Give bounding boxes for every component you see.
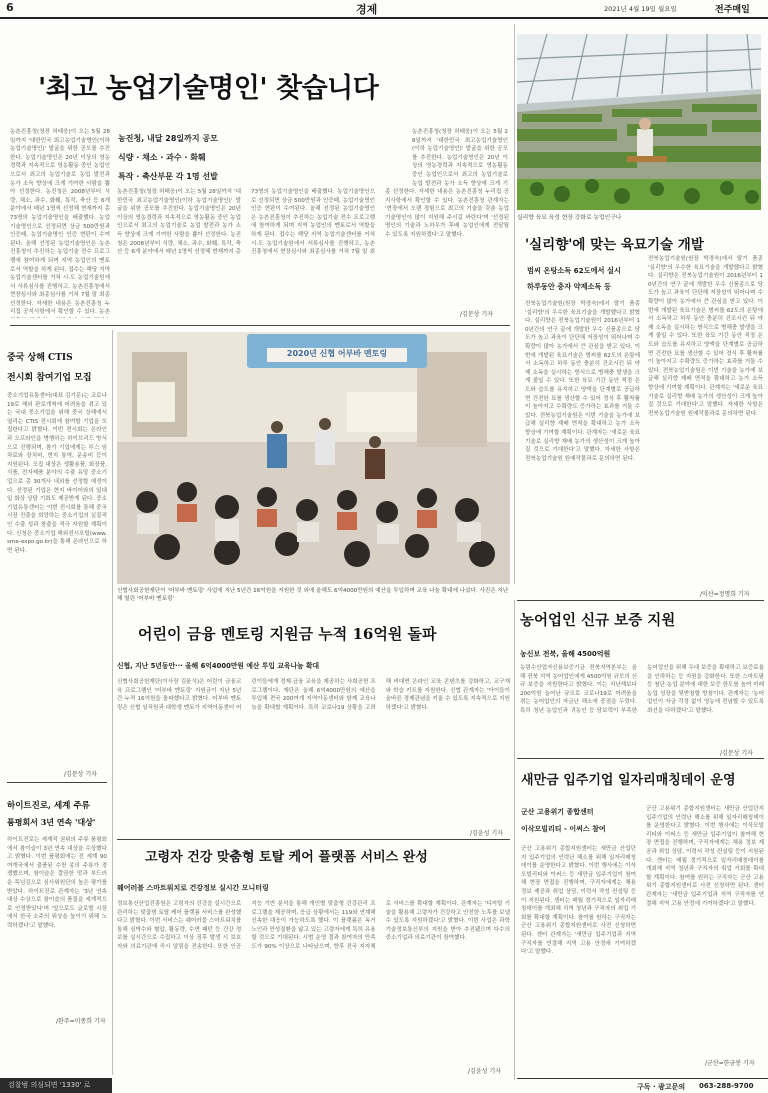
top-story-subhead-3: 특작 · 축산부문 각 1명 선발 xyxy=(118,172,218,181)
top-story-byline: /김문상 기자 xyxy=(460,311,493,318)
footer-contact-bar xyxy=(517,1078,768,1093)
right-column-divider xyxy=(514,24,515,584)
right-story-3-body-col1: 군산 고용위기 종합지원센터는 새만금 산업단지 입주기업의 인력난 해소를 위해 일자리매칭데이를 운영한다고 밝혔다. 이번 행사에는 이삭모빌리티와 이써스 등 새만금 입주기업이 참여해 현장 면접을 진행하며, 구직자에게는 채용 정보 제공과 취업 상담, 이력서 작성 컨설팅 등이 지원된다. 센터는 매월 정기적으로 일자리매칭데이를 개최해 지역 청년과 구직자의 취업 기회를 확대할 계획이다. 참여를 원하는 구직자는 군산 고용위기 종합지원센터로 사전 신청하면 된다. 센터 관계자는 '새만금 입주기업과 지역 구직자를 연결해 지역 고용 안정에 기여하겠다'고 말했다. xyxy=(521,846,636,956)
center-story-headline: 어린이 금융 멘토링 지원금 누적 16억원 돌파 xyxy=(138,625,437,643)
bottom-story-subhead: 웨어러블 스마트워치로 건강정보 실시간 모니터링 xyxy=(117,884,269,892)
right-story-2-headline: 농어업인 신규 보증 지원 xyxy=(520,612,676,629)
section-title: 경제 xyxy=(356,3,378,16)
center-story-body: 신협사회공헌재단(이사장 김윤식)은 어린이 금융교육 프로그램인 '어부바 멘토링' 지원금이 지난 5년간 누적 16억원을 돌파했다고 밝혔다. 어부바 멘토링은 신협 임직원과 대학생 멘토가 지역아동센터 어린이들에게 경제·금융 교육을 제공하는 사회공헌 프로그램이다. 재단은 올해 6억4000만원의 예산을 투입해 전국 200여개 지역아동센터와 함께 교육나눔을 확대할 계획이다. 특히 코로나19 상황을 고려해 비대면 온라인 교육 콘텐츠를 강화하고, 교구재와 학습 키트를 지원한다. 신협 관계자는 '아이들이 올바른 경제관념을 키울 수 있도록 지속적으로 지원하겠다'고 밝혔다. xyxy=(117,679,510,711)
left-story-2-byline: /완주=이종희 기자 xyxy=(56,1018,106,1025)
left-story-1-headline-1: 중국 상해 CTIS xyxy=(7,353,73,363)
left-story-1-rule xyxy=(7,782,107,783)
top-story-subhead-1: 농진청, 내달 28일까지 공모 xyxy=(118,134,218,143)
mentoring-banner: 2020년 신협 어부바 멘토링 xyxy=(286,349,388,358)
left-story-2-headline-1: 하이트진로, 세계 주류 xyxy=(7,801,90,811)
center-right-divider xyxy=(514,600,515,1080)
top-story-subheads xyxy=(118,129,253,186)
masthead xyxy=(0,0,768,16)
brand-name: 전주매일 xyxy=(715,5,750,15)
right-top-body-col1: 전북농업기술원(원장 박경숙)에서 딸기 품종 '실리향'의 우수한 육묘기술을 개발했다고 밝혔다. 실리향은 전북농업기술원이 2016년부터 10년간의 연구 끝에 개발한 우수 신품종으로 당도가 높고 과육이 단단해 저장성이 뛰어나며 수확량이 많아 농가에서 큰 관심을 받고 있다. 이번에 개발된 육묘기술은 범씨를 62도의 온탕에서 소독하고 하루 동안 충분히 건조시킨 뒤 약제 소독을 실시하는 방식으로 병해충 발생을 크게 줄일 수 있다. 또한 육묘 기간 동안 적정 온도와 습도를 유지하고 양액을 단계별로 공급하면 건전한 묘를 생산할 수 있어 정식 후 활착률이 높아지고 수확량도 증가하는 효과를 거둘 수 있다. 전북농업기술원은 이번 기술을 농가에 보급해 실리향 재배 면적을 확대하고 농가 소득 향상에 기여할 계획이다. 관계자는 '새로운 육묘기술로 실리향 재배 농가의 생산성이 크게 높아질 것으로 기대한다'고 말했다. 자세한 사항은 전북농업기술원 원예작물과로 문의하면 된다. xyxy=(525,301,640,462)
right-top-subheads xyxy=(527,263,642,295)
footer-left-ad xyxy=(0,1078,112,1093)
bottom-story-byline: /김윤성 기자 xyxy=(468,1068,501,1075)
bottom-story-body: 정보통신산업진흥원은 고령자의 건강을 실시간으로 관리하는 맞춤형 토탈 케어 플랫폼 서비스를 완성했다고 밝혔다. 이번 서비스는 웨어러블 스마트워치를 통해 심박수와 혈압, 활동량, 수면 패턴 등 건강 정보를 실시간으로 수집하고 이상 징후 발생 시 보호자와 의료기관에 즉시 알림을 전송한다. 또한 인공지능 기반 분석을 통해 개인별 맞춤형 건강관리 프로그램을 제공하며, 응급 상황에서는 119와 연계해 신속한 대응이 가능하도록 했다. 이 플랫폼은 독거노인과 만성질환을 앓고 있는 고령자에게 특히 유용할 것으로 기대된다. 시범 운영 결과 참여자의 만족도가 90% 이상으로 나타났으며, 향후 전국 지자체로 서비스를 확대할 계획이다. 관계자는 '디지털 기술을 활용해 고령자가 건강하고 안전한 노후를 보낼 수 있도록 지원하겠다'고 밝혔다. 이번 사업은 과학기술정보통신부의 지원을 받아 추진됐으며 다수의 중소기업과 의료기관이 참여했다. xyxy=(117,901,510,950)
center-story-rule xyxy=(117,839,510,840)
top-story-body-right: 농촌진흥청(청장 허태웅)이 오는 5월 28일까지 '대한민국 최고농업기술명인(이하 농업기술명인)' 발굴을 위한 공모를 추진한다. 농업기술명인은 20년 이상의 영농경력과 지속적으로 영농활동 중인 농업인으로서 최고의 농업기술로 농업 발전과 농가 소득 향상에 크게 기여한 사람을 뽑아 선정한다. 농진청은 2008년부터 식량, 채소, 과수, 화훼, 특작, 축산 등 6개 분야에서 매년 1명씩 선정해 현재까지 총 73명의 농업기술명인을 배출했다. 농업기술명인으로 선정되면 상금 500만원과 인증패, 농업기술명인 인증 현판이 수여된다. 올해 선정된 농업기술명인은 농촌진흥청이 추진하는 농업기술 전수 프로그램에 참여하게 되며 지역 농업인의 멘토로서 역할을 하게 된다. 접수는 해당 지역 농업기술센터를 거쳐 시·도 농업기술원에서 서류심사를 진행하고, 농촌진흥청에서 현장심사와 최종심사를 거쳐 7월 말 최종 선정한다. 자세한 내용은 농촌진흥청 누리집 공지사항에서 확인할 수 있다. 농촌진흥청 관계자는 '현장에서 오랜 경험으로 최고의 기술을 갖춘 농업기술명인이 많이 지원해 주시길 바란다'며 '선정된 명인의 기술과 노하우가 후배 농업인에게 전달될 수 있도록 지원하겠다'고 말했다. xyxy=(117,189,509,256)
center-story-subhead: 신협, 지난 5년동안··· 올해 6억4000만원 예산 투입 교육나눔 확대 xyxy=(117,662,320,670)
left-story-1-headline-2: 전시회 참여기업 모집 xyxy=(7,373,92,383)
left-column-divider xyxy=(112,330,113,1075)
left-story-1-byline: /김문상 기자 xyxy=(64,771,97,778)
page-number: 6 xyxy=(6,1,14,14)
bottom-story-headline: 고령자 건강 맞춤형 토탈 케어 플랫폼 서비스 완성 xyxy=(145,850,428,865)
top-story-headline: '최고 농업기술명인' 찾습니다 xyxy=(38,73,379,104)
greenhouse-caption: 실리향 육묘 육성 현장 강화로 농업인구나 xyxy=(517,215,622,221)
right-story-3-headline: 새만금 입주기업 일자리매칭데이 운영 xyxy=(521,773,736,788)
greenhouse-photo xyxy=(517,34,761,210)
top-story-subhead-2: 식량 · 채소 · 과수 · 화훼 xyxy=(118,153,206,162)
right-top-byline: /익산=정명희 기자 xyxy=(700,591,750,598)
right-story-3-body-col2: 군산 고용위기 종합지원센터는 새만금 산업단지 입주기업의 인력난 해소를 위해 일자리매칭데이를 운영한다고 밝혔다. 이번 행사에는 이삭모빌리티와 이써스 등 새만금 입주기업이 참여해 현장 면접을 진행하며, 구직자에게는 채용 정보 제공과 취업 상담, 이력서 작성 컨설팅 등이 지원된다. 센터는 매월 정기적으로 일자리매칭데이를 개최해 지역 청년과 구직자의 취업 기회를 확대할 계획이다. 참여를 원하는 구직자는 군산 고용위기 종합지원센터로 사전 신청하면 된다. 센터 관계자는 '새만금 입주기업과 지역 구직자를 연결해 지역 고용 안정에 기여하겠다'고 말했다. xyxy=(646,806,764,907)
right-story-3-byline: /군산=한금봉 기자 xyxy=(705,1060,755,1067)
left-story-1-body: 중소기업유통센터(대표 김기문)는 코로나19로 해외 판로개척에 어려움을 겪고 있는 국내 중소기업을 위해 중국 상해에서 열리는 CTIS 전시회에 참여할 기업을 모집한다고 밝혔다. 이번 전시회는 온라인과 오프라인을 병행하는 하이브리드 방식으로 진행되며, 참가 기업에게는 부스 임차료와 장치비, 현지 통역, 운송비 등이 지원된다. 모집 대상은 생활용품, 화장품, 식품, 전자제품 분야의 수출 유망 중소기업으로 총 30개사 내외를 선정할 예정이다. 선정된 기업은 현지 바이어와의 일대일 화상 상담 기회도 제공받게 된다. 중소기업유통센터는 이번 전시회를 통해 중국 시장 진출을 희망하는 중소기업의 실질적인 수출 성과 창출을 적극 지원할 계획이다. 신청은 중소기업 해외전시포털(www.sme-expo.go.kr)을 통해 온라인으로 하면 된다. xyxy=(7,393,107,554)
right-top-body-col2: 전북농업기술원(원장 박경숙)에서 딸기 품종 '실리향'의 우수한 육묘기술을 개발했다고 밝혔다. 실리향은 전북농업기술원이 2016년부터 10년간의 연구 끝에 개발한 우수 신품종으로 당도가 높고 과육이 단단해 저장성이 뛰어나며 수확량이 많아 농가에서 큰 관심을 받고 있다. 이번에 개발된 육묘기술은 범씨를 62도의 온탕에서 소독하고 하루 동안 충분히 건조시킨 뒤 약제 소독을 실시하는 방식으로 병해충 발생을 크게 줄일 수 있다. 또한 육묘 기간 동안 적정 온도와 습도를 유지하고 양액을 단계별로 공급하면 건전한 묘를 생산할 수 있어 정식 후 활착률이 높아지고 수확량도 증가하는 효과를 거둘 수 있다. 전북농업기술원은 이번 기술을 농가에 보급해 실리향 재배 면적을 확대하고 농가 소득 향상에 기여할 계획이다. 관계자는 '새로운 육묘기술로 실리향 재배 농가의 생산성이 크게 높아질 것으로 기대한다'고 말했다. 자세한 사항은 전북농업기술원 원예작물과로 문의하면 된다. xyxy=(648,256,763,417)
footer-contact-phone: 063-288-9700 xyxy=(699,1082,754,1090)
issue-date: 2021년 4월 19일 월요일 xyxy=(604,5,677,13)
top-story-body-left: 농촌진흥청(청장 허태웅)이 오는 5월 28일까지 '대한민국 최고농업기술명인(이하 농업기술명인)' 발굴을 위한 공모를 추진한다. 농업기술명인은 20년 이상의 영농경력과 지속적으로 영농활동 중인 농업인으로서 최고의 농업기술로 농업 발전과 농가 소득 향상에 크게 기여한 사람을 뽑아 선정한다. 농진청은 2008년부터 식량, 채소, 과수, 화훼, 특작, 축산 등 6개 분야에서 매년 1명씩 선정해 현재까지 총 73명의 농업기술명인을 배출했다. 농업기술명인으로 선정되면 상금 500만원과 인증패, 농업기술명인 인증 현판이 수여된다. 올해 선정된 농업기술명인은 농촌진흥청이 추진하는 농업기술 전수 프로그램에 참여하게 되며 지역 농업인의 멘토로서 역할을 하게 된다. 접수는 해당 지역 농업기술센터를 거쳐 시·도 농업기술원에서 서류심사를 진행하고, 농촌진흥청에서 현장심사와 최종심사를 거쳐 7월 말 최종 선정한다. 자세한 내용은 농촌진흥청 누리집 공지사항에서 확인할 수 있다. 농촌 xyxy=(10,129,110,316)
classroom-illustration xyxy=(117,332,510,584)
footer-contact-label: 구독 · 광고문의 xyxy=(637,1083,686,1091)
right-story-3-subhead-1: 군산 고용위기 종합센터 xyxy=(521,808,594,816)
right-top-subhead-2: 하루동안 충자 약제소독 등 xyxy=(527,282,611,291)
masthead-rule xyxy=(0,17,768,19)
right-story-2-body: 농림수산업자신용보증기금 전북지역본부는 올해 전북 지역 농어업인에게 4500억원 규모의 신규 보증을 지원한다고 밝혔다. 이는 지난해보다 200억원 늘어난 규모로 코로나19로 어려움을 겪는 농어업인의 자금난 해소에 중점을 두었다. 특히 청년 농업인과 귀농인 등 담보력이 부족한 농어업인을 위해 우대 보증을 확대하고 보증료율을 인하하는 등 지원을 강화한다. 또한 스마트팜 등 첨단 농업 분야에 대한 보증 한도를 높여 미래 농업 성장을 뒷받침할 방침이다. 관계자는 '농어업인이 자금 걱정 없이 영농에 전념할 수 있도록 최선을 다하겠다'고 말했다. xyxy=(520,665,764,714)
left-story-2-headline-2: 품평회서 3년 연속 '대상' xyxy=(7,817,96,827)
footer-left-ad-text: 검찰범 의심되면 '1330' 로 xyxy=(8,1081,91,1089)
right-story-2-subhead: 농신보 전북, 올해 4500억원 xyxy=(520,650,611,658)
right-story-2-rule xyxy=(517,758,764,759)
center-story-byline: /김윤성 기자 xyxy=(470,830,503,837)
top-story-rule xyxy=(10,325,510,326)
right-top-headline: '실리향'에 맞는 육묘기술 개발 xyxy=(525,237,704,253)
mentoring-photo xyxy=(117,332,510,584)
mentoring-caption: 신협사회공헌재단이 '어부바 멘토링' 사업에 지난 5년간 16억원을 지원한 것 외에 올해도 6억4000만원의 예산을 투입하며 교육 나눔 확대에 나섰다. 사진은 지난해 열린 '어부바 멘토링' xyxy=(117,588,509,602)
greenhouse-illustration xyxy=(517,34,761,210)
right-top-subhead-1: 범씨 온탕소독 62도에서 실시 xyxy=(527,266,621,275)
top-story-body-cont: 농촌진흥청(청장 허태웅)이 오는 5월 28일까지 '대한민국 최고농업기술명인(이하 농업기술명인)' 발굴을 위한 공모를 추진한다. 농업기술명인은 20년 이상의 영농경력과 지속적으로 영농활동 중인 농업인으로서 최고의 농업기술로 농업 발전과 농가 소득 향상에 크게 기 xyxy=(412,129,508,187)
right-column-top-rule xyxy=(517,600,764,601)
right-story-2-byline: /김문상 기자 xyxy=(720,750,753,757)
right-story-3-subhead-2: 이삭모빌리티 - 이써스 참여 xyxy=(521,825,606,833)
left-story-2-body: 하이트진로는 세계적 권위의 주류 품평회에서 참이슬이 3년 연속 대상을 수상했다고 밝혔다. 이번 품평회에는 전 세계 90여개국에서 출품된 수천 종의 주류가 경쟁했으며, 참이슬은 깔끔한 맛과 부드러운 목넘김으로 심사위원단의 높은 평가를 받았다. 하이트진로 관계자는 '3년 연속 대상 수상으로 참이슬의 품질을 세계적으로 인정받았다'며 '앞으로도 글로벌 시장에서 한국 소주의 위상을 높이기 위해 노력하겠다'고 말했다. xyxy=(7,837,107,929)
